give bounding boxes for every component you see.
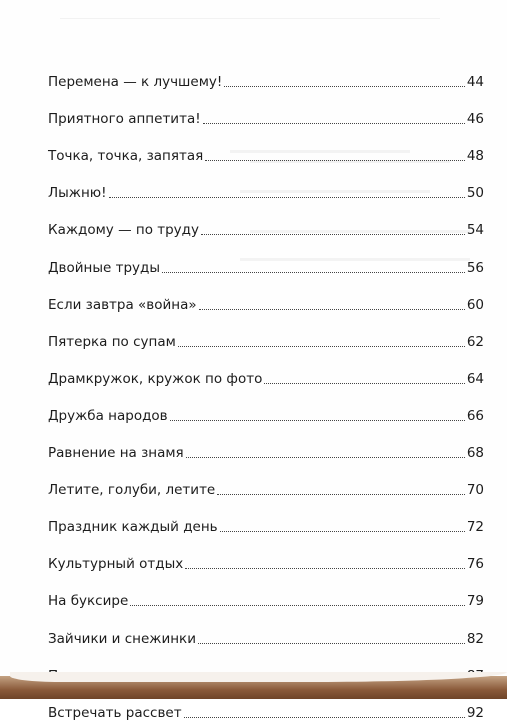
toc-entry[interactable] [48,91,484,128]
dot-leader [264,383,464,384]
toc-entry[interactable] [48,202,484,239]
toc-entry-page: 46 [466,111,484,128]
dot-leader [201,234,465,235]
toc-entry[interactable] [48,128,484,165]
toc-entry-page: 44 [466,74,484,91]
toc-entry-title: Драмкружок, кружок по фото [48,370,263,387]
toc-entry-title: Дружба народов [48,407,168,424]
toc-entry-title: Лыжню! [48,185,107,202]
toc-entry[interactable] [48,610,484,647]
toc-entry[interactable] [48,277,484,314]
toc-entry-title: Двойные труды [48,259,161,276]
toc-entry-page: 48 [466,148,484,165]
toc-entry[interactable] [48,573,484,610]
bleed-through-decoration [60,0,440,19]
toc-entry-title: На буксире [48,593,129,610]
dot-leader [186,457,465,458]
toc-entry[interactable] [48,165,484,202]
toc-entry-title: Точка, точка, запятая [48,148,204,165]
toc-entry-page: 82 [466,630,484,647]
toc-entry-page: 50 [466,185,484,202]
toc-entry-title: Культурный отдых [48,556,184,573]
dot-leader [220,531,465,532]
toc-entry-page: 56 [466,259,484,276]
toc-entry-page: 76 [466,556,484,573]
dot-leader [199,309,465,310]
dot-leader [170,420,465,421]
toc-entry-page: 70 [466,482,484,499]
toc-entry-page: 62 [466,333,484,350]
toc-entry-page: 60 [466,296,484,313]
toc-entry-page: 66 [466,407,484,424]
toc-entry-title: Каждому — по труду [48,222,199,239]
dot-leader [130,605,465,606]
dot-leader [185,568,465,569]
toc-entry[interactable] [48,499,484,536]
dot-leader [109,197,465,198]
toc-entry-title: Пятерка по супам [48,333,176,350]
dot-leader [178,346,465,347]
dot-leader [217,494,465,495]
toc-entry-title: Перемена — к лучшему! [48,74,223,91]
dot-leader [224,86,465,87]
toc-entry[interactable] [48,351,484,388]
toc-entry-page: 64 [466,370,484,387]
toc-entry-title: Приятного аппетита! [48,111,201,128]
toc-entry-page: 92 [466,704,484,721]
toc-entry[interactable] [48,239,484,276]
toc-entry-title: Встречать рассвет [48,704,182,721]
toc-entry[interactable] [48,462,484,499]
toc-entry-page: 72 [466,519,484,536]
toc-entry[interactable] [48,425,484,462]
toc-entry-title: Зайчики и снежинки [48,630,196,647]
toc-entry-title: Летите, голуби, летите [48,482,216,499]
toc-entry[interactable] [48,388,484,425]
toc-entry[interactable] [48,314,484,351]
toc-entry-title: Если завтра «война» [48,296,197,313]
toc-entry[interactable] [48,54,484,91]
toc-entry-page: 54 [466,222,484,239]
toc-entry-title: Равнение на знамя [48,445,184,462]
toc-entry-page: 68 [466,445,484,462]
toc-entry-page: 79 [466,593,484,610]
dot-leader [162,272,465,273]
dot-leader [203,123,465,124]
toc-entry[interactable] [48,536,484,573]
dot-leader [184,717,465,718]
table-of-contents [48,54,484,722]
dot-leader [198,643,465,644]
toc-entry-title: Праздник каждый день [48,519,218,536]
dot-leader [205,160,465,161]
